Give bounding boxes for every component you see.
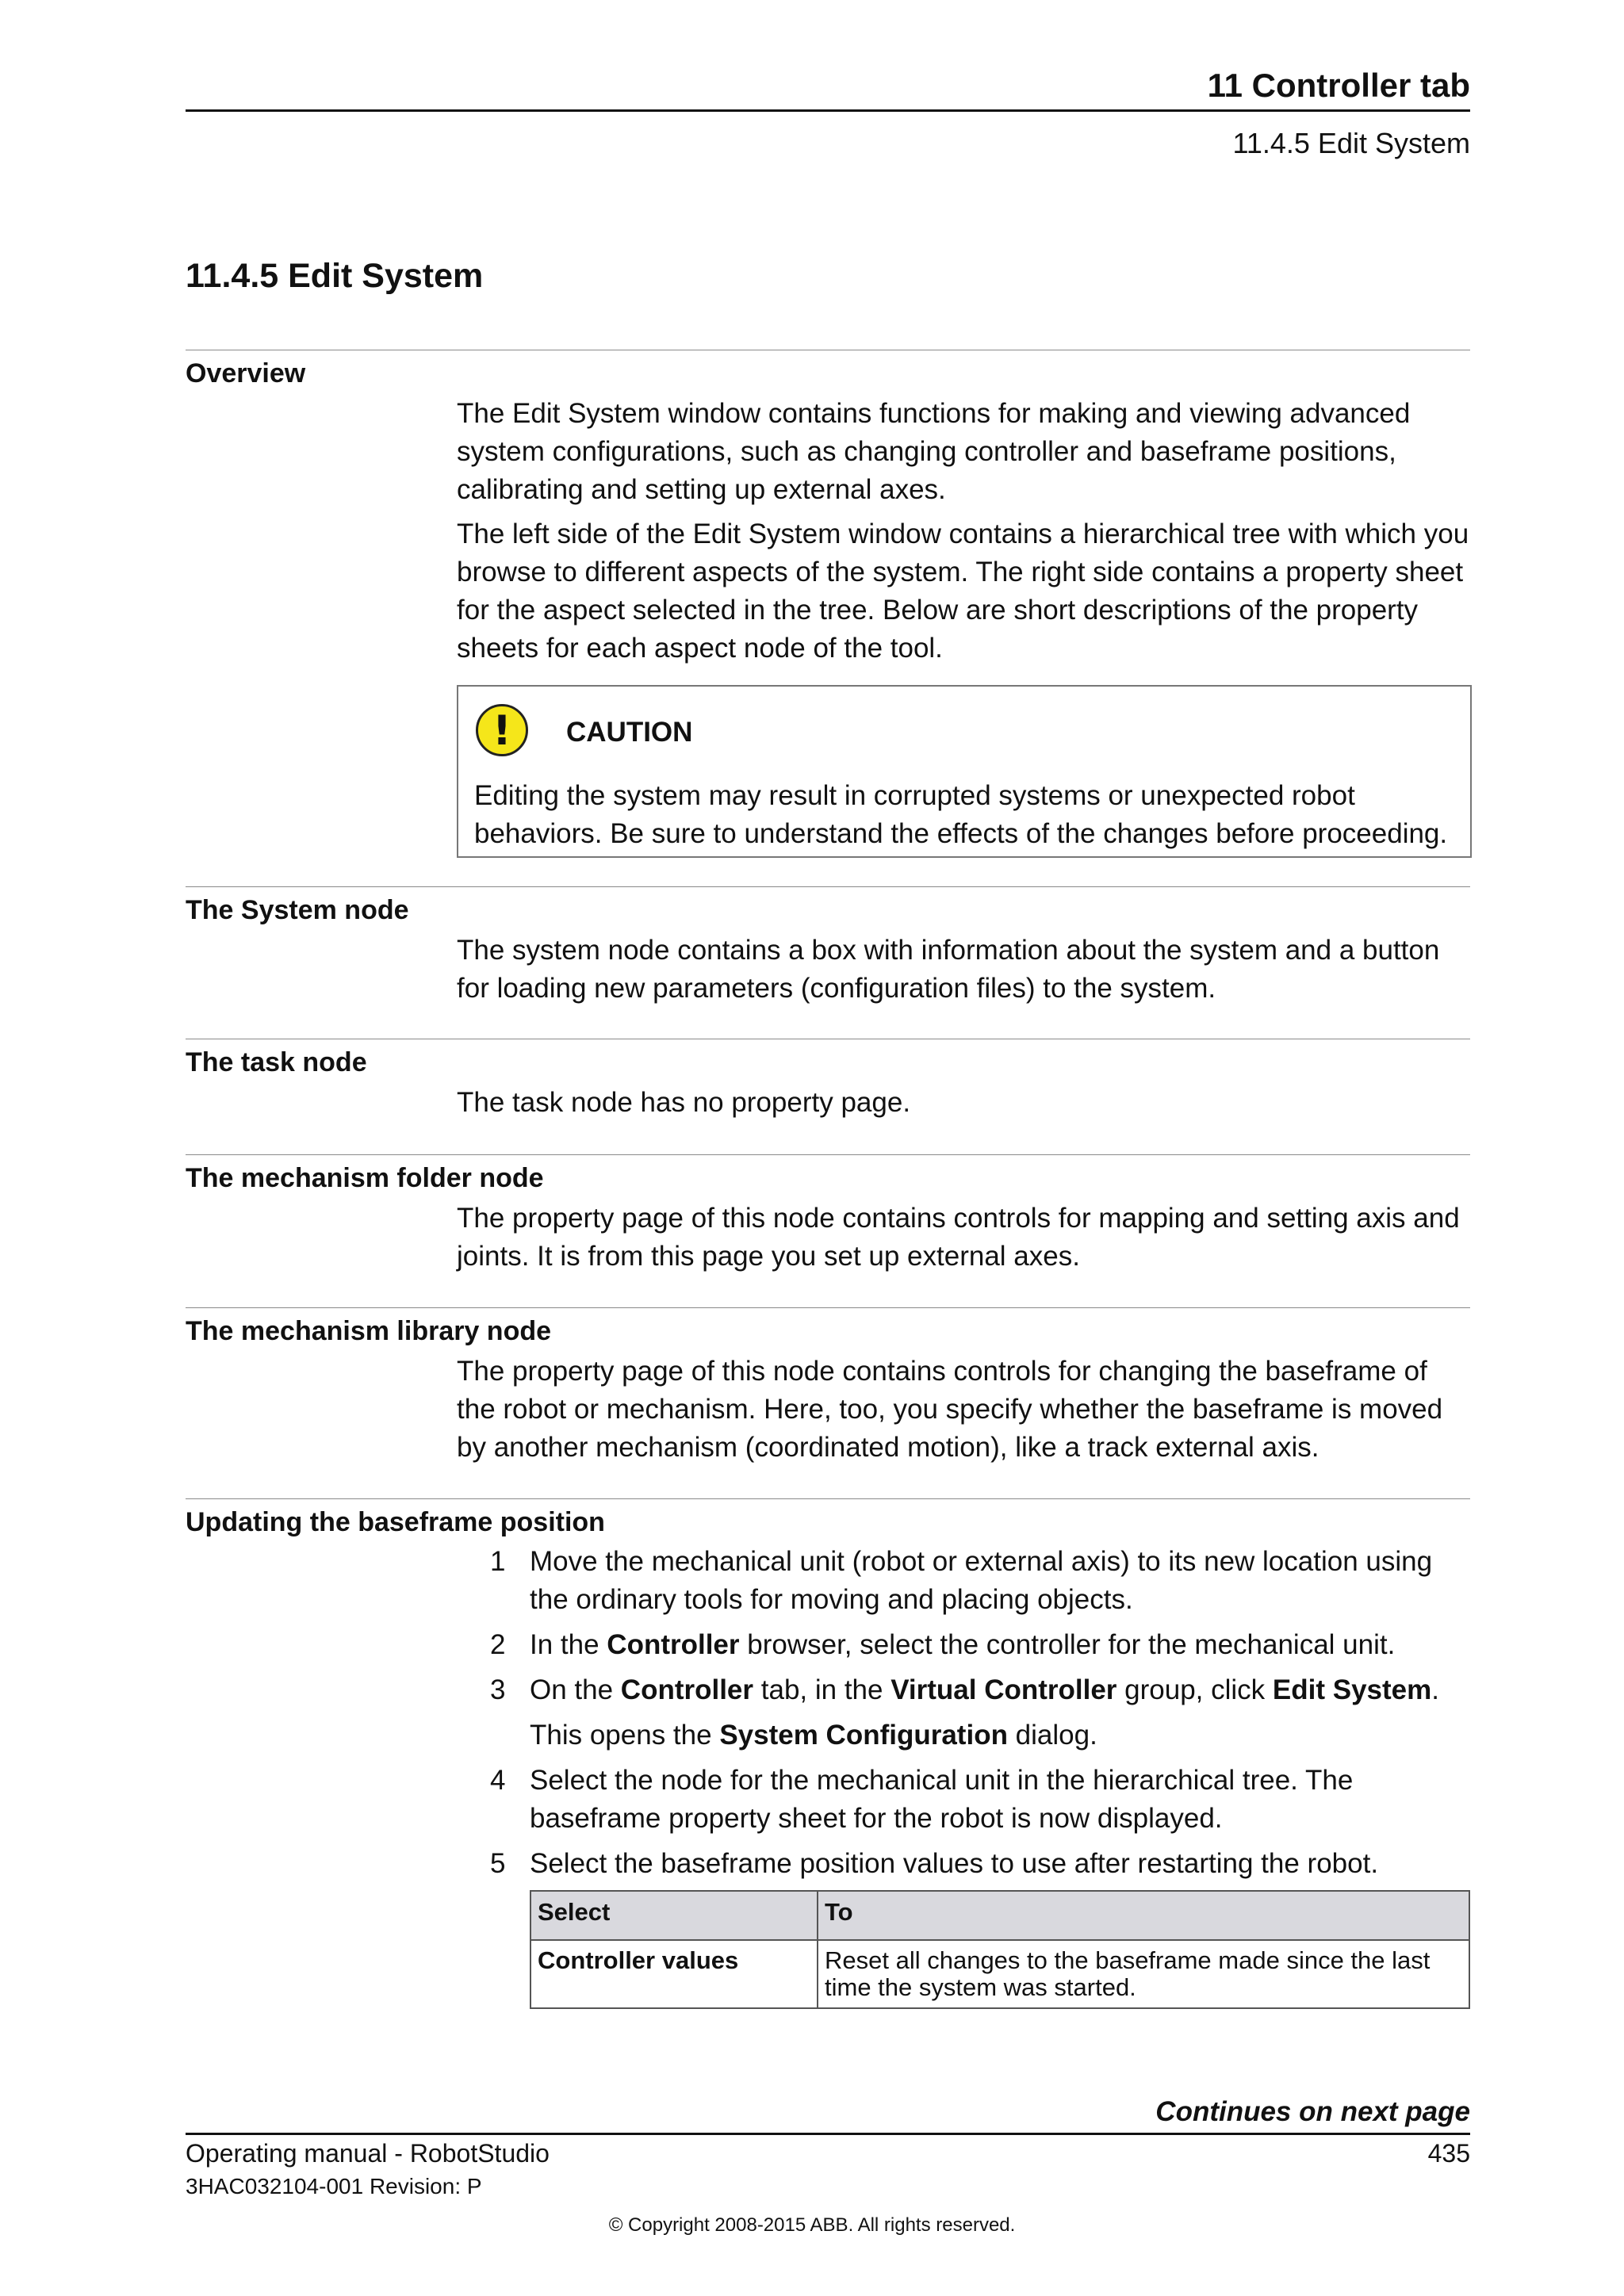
caution-title: CAUTION bbox=[566, 717, 693, 748]
table-row bbox=[530, 1940, 1469, 2008]
ui-term: Controller bbox=[620, 1674, 754, 1705]
header-rule bbox=[186, 109, 1470, 112]
mech-library-label: The mechanism library node bbox=[186, 1316, 552, 1346]
step-result-text: This opens the System Configuration dialog. bbox=[530, 1720, 1097, 1751]
baseframe-values-table bbox=[530, 1890, 1470, 2009]
mech-library-text: The property page of this node contains controls for changing the baseframe of the robot or mechanism. Here, too, you specify whether the baseframe is moved by another mechanism (coordinated motion), like a track external axis. bbox=[457, 1356, 1443, 1463]
table-header: Select bbox=[530, 1891, 818, 1940]
step-text: In the Controller browser, select the controller for the mechanical unit. bbox=[530, 1629, 1396, 1660]
table-header: To bbox=[818, 1891, 1469, 1940]
document-id: 3HAC032104-001 Revision: P bbox=[186, 2174, 482, 2198]
task-node-label: The task node bbox=[186, 1047, 367, 1077]
baseframe-label: Updating the baseframe position bbox=[186, 1507, 605, 1537]
system-node-label: The System node bbox=[186, 895, 409, 925]
page-number: 435 bbox=[1427, 2139, 1470, 2168]
divider bbox=[186, 886, 1470, 887]
task-node-text: The task node has no property page. bbox=[457, 1087, 911, 1118]
ui-term: System Configuration bbox=[719, 1720, 1008, 1751]
step-text: Select the baseframe position values to use after restarting the robot. bbox=[530, 1848, 1379, 1879]
overview-paragraph-1: The Edit System window contains functions for making and viewing advanced system configurations, such as changing controller and baseframe positions, calibrating and setting up external axes. bbox=[457, 398, 1411, 505]
mech-folder-text: The property page of this node contains controls for mapping and setting axis and joints. It is from this page you set up external axes. bbox=[457, 1203, 1460, 1272]
footer-rule bbox=[186, 2133, 1470, 2135]
caution-box bbox=[457, 685, 1472, 858]
step-number: 1 bbox=[490, 1546, 506, 1577]
step-number: 2 bbox=[490, 1629, 506, 1660]
overview-label: Overview bbox=[186, 358, 306, 388]
overview-paragraph-2: The left side of the Edit System window contains a hierarchical tree with which you browse to different aspects of the system. The right side contains a property sheet for the aspect selected in the tree. Below are short descriptions of the property sheets for each aspect node of the tool. bbox=[457, 519, 1469, 664]
step-text: Select the node for the mechanical unit in the hierarchical tree. The baseframe property sheet for the robot is now displayed. bbox=[530, 1765, 1354, 1834]
caution-icon: ! bbox=[476, 704, 528, 756]
system-node-text: The system node contains a box with information about the system and a button for loading new parameters (configuration files) to the system. bbox=[457, 935, 1440, 1004]
ui-term: Virtual Controller bbox=[891, 1674, 1117, 1705]
table-header-row bbox=[530, 1891, 1469, 1940]
chapter-title: 11 Controller tab bbox=[1207, 67, 1470, 104]
step-text: On the Controller tab, in the Virtual Controller group, click Edit System. bbox=[530, 1674, 1439, 1705]
table-cell: Reset all changes to the baseframe made since the last time the system was started. bbox=[818, 1940, 1469, 2008]
table-cell: Controller values bbox=[530, 1940, 818, 2008]
divider bbox=[186, 1154, 1470, 1155]
divider bbox=[186, 1307, 1470, 1308]
manual-name: Operating manual - RobotStudio bbox=[186, 2139, 550, 2168]
page-title: 11.4.5 Edit System bbox=[186, 257, 484, 295]
continues-note: Continues on next page bbox=[1155, 2096, 1470, 2127]
ui-term: Controller bbox=[607, 1629, 740, 1660]
step-number: 5 bbox=[490, 1848, 506, 1879]
copyright: © Copyright 2008-2015 ABB. All rights reserved. bbox=[608, 2214, 1016, 2236]
caution-text: Editing the system may result in corrupted systems or unexpected robot behaviors. Be sure to understand the effects of the changes before proceeding. bbox=[474, 780, 1448, 849]
step-number: 4 bbox=[490, 1765, 506, 1796]
step-number: 3 bbox=[490, 1674, 506, 1705]
ui-term: Edit System bbox=[1272, 1674, 1432, 1705]
header-section: 11.4.5 Edit System bbox=[1232, 127, 1470, 159]
divider bbox=[186, 1498, 1470, 1499]
mech-folder-label: The mechanism folder node bbox=[186, 1163, 544, 1193]
step-text: Move the mechanical unit (robot or external axis) to its new location using the ordinary tools for moving and placing objects. bbox=[530, 1546, 1433, 1615]
